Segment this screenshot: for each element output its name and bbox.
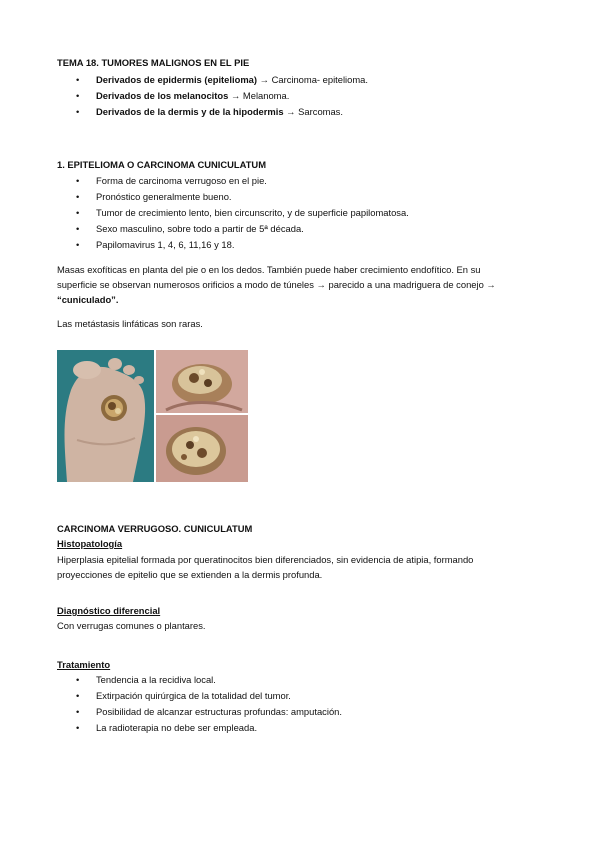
foot-sole-photo (57, 350, 154, 482)
list-item-text: Forma de carcinoma verrugoso en el pie. (96, 175, 267, 186)
list-item-text: Tendencia a la recidiva local. (96, 674, 216, 685)
paragraph-line: proyecciones de epitelio que se extienden a la dermis profunda. (57, 569, 323, 580)
paragraph-line: superficie se observan numerosos orificios a modo de túneles → parecido a una madriguera de conejo → (57, 279, 496, 290)
paragraph-masas (57, 262, 537, 307)
bullet-icon: • (76, 706, 80, 717)
section-heading-epitelioma: 1. EPITELIOMA O CARCINOMA CUNICULATUM (57, 159, 267, 170)
bullet-icon: • (76, 223, 80, 234)
list-item-text: Extirpación quirúrgica de la totalidad del tumor. (96, 690, 291, 701)
paragraph-diagnostico: Con verrugas comunes o plantares. (57, 620, 206, 631)
paragraph-line: “cuniculado”. (57, 294, 119, 305)
paragraph-line: Masas exofíticas en planta del pie o en los dedos. También puede haber crecimiento endofítico. En su (57, 264, 481, 275)
bullet-icon: • (76, 690, 80, 701)
list-item-text: → Carcinoma- epitelioma. (257, 74, 368, 85)
tumor-closeup-photo-bottom (156, 415, 248, 482)
paragraph-histopatologia (57, 552, 537, 582)
list-item-text: Posibilidad de alcanzar estructuras profundas: amputación. (96, 706, 342, 717)
bullet-icon: • (76, 90, 80, 101)
list-item-text: Papilomavirus 1, 4, 6, 11,16 y 18. (96, 239, 235, 250)
tumor-closeup-photo-top (156, 350, 248, 413)
list-item-text: Pronóstico generalmente bueno. (96, 191, 232, 202)
list-item-text: → Melanoma. (228, 90, 290, 101)
list-item-bold: Derivados de epidermis (epitelioma) (96, 74, 257, 85)
list-item-text: La radioterapia no debe ser empleada. (96, 722, 258, 733)
bullet-icon: • (76, 674, 80, 685)
bullet-icon: • (76, 191, 80, 202)
list-item-bold: Derivados de los melanocitos (96, 90, 229, 101)
paragraph-line: Hiperplasia epitelial formada por queratinocitos bien diferenciados, sin evidencia de atipia, formando (57, 554, 474, 565)
subheading-histopatologia: Histopatología (57, 538, 123, 549)
section-heading-carcinoma-verrugoso: CARCINOMA VERRUGOSO. CUNICULATUM (57, 523, 253, 534)
list-item-bold: Derivados de la dermis y de la hipodermis (96, 106, 284, 117)
bullet-icon: • (76, 175, 80, 186)
list-item-text: Tumor de crecimiento lento, bien circunscrito, y de superficie papilomatosa. (96, 207, 409, 218)
list-item-text: → Sarcomas. (283, 106, 343, 117)
subheading-diagnostico: Diagnóstico diferencial (57, 605, 161, 616)
bullet-icon: • (76, 207, 80, 218)
paragraph-metastasis: Las metástasis linfáticas son raras. (57, 318, 203, 329)
subheading-tratamiento: Tratamiento (57, 659, 111, 670)
page-title: TEMA 18. TUMORES MALIGNOS EN EL PIE (57, 57, 250, 68)
clinical-photo-collage (57, 350, 248, 482)
bullet-icon: • (76, 722, 80, 733)
bullet-icon: • (76, 239, 80, 250)
bullet-icon: • (76, 74, 80, 85)
bullet-icon: • (76, 106, 80, 117)
list-item-text: Sexo masculino, sobre todo a partir de 5ª década. (96, 223, 304, 234)
